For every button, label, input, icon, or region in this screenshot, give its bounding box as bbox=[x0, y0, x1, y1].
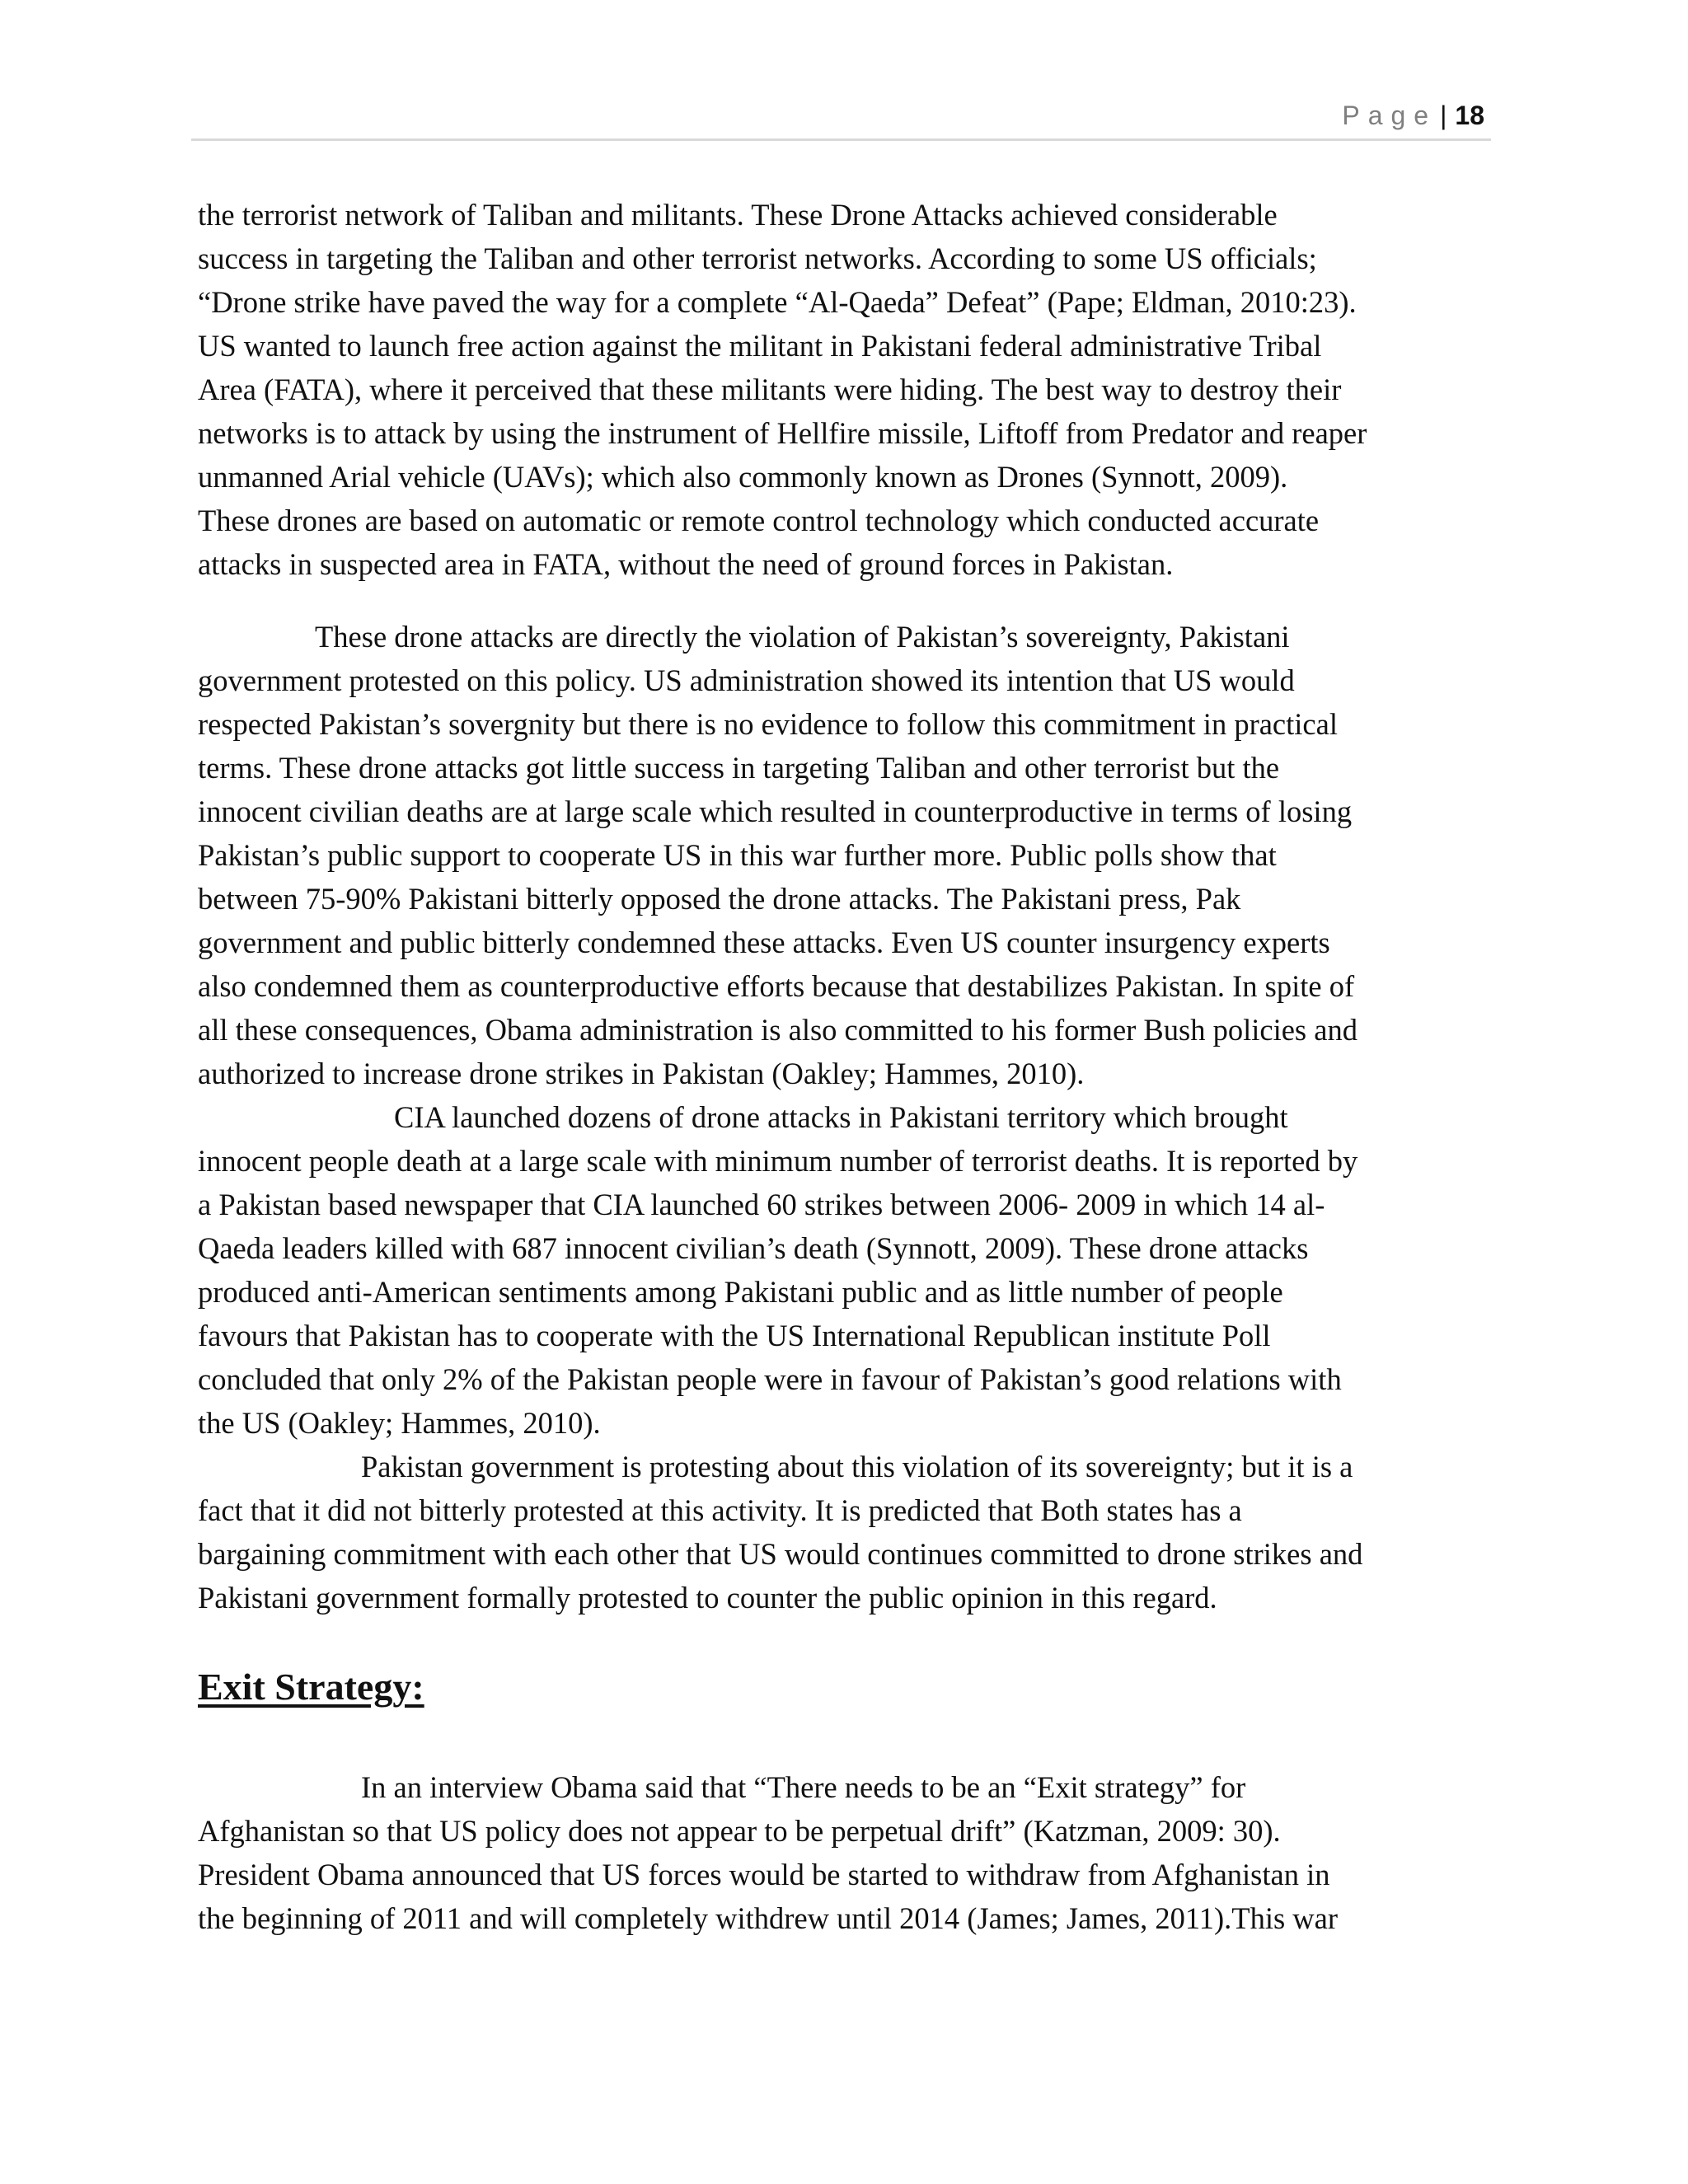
text-line: bargaining commitment with each other that US would continues committed to drone strikes and bbox=[198, 1537, 1363, 1571]
text-line: innocent people death at a large scale with minimum number of terrorist deaths. It is reported by bbox=[198, 1144, 1358, 1178]
text-line: a Pakistan based newspaper that CIA launched 60 strikes between 2006- 2009 in which 14 al- bbox=[198, 1188, 1325, 1221]
text-line: the beginning of 2011 and will completely withdrew until 2014 (James; James, 2011).This war bbox=[198, 1901, 1339, 1935]
text-line: In an interview Obama said that “There needs to be an “Exit strategy” for bbox=[361, 1770, 1246, 1804]
text-line: terms. These drone attacks got little success in targeting Taliban and other terrorist but the bbox=[198, 751, 1280, 785]
text-line: Area (FATA), where it perceived that these militants were hiding. The best way to destroy their bbox=[198, 373, 1342, 406]
text-line: Afghanistan so that US policy does not appear to be perpetual drift” (Katzman, 2009: 30). bbox=[198, 1814, 1281, 1848]
text-line: These drone attacks are directly the violation of Pakistan’s sovereignty, Pakistani bbox=[315, 620, 1290, 654]
page-label: Page bbox=[1342, 101, 1437, 130]
page-header bbox=[191, 97, 1491, 141]
text-line: These drones are based on automatic or remote control technology which conducted accurate bbox=[198, 504, 1320, 537]
page-separator: | bbox=[1440, 101, 1447, 130]
text-line: between 75-90% Pakistani bitterly opposed the drone attacks. The Pakistani press, Pak bbox=[198, 882, 1241, 916]
section-heading: Exit Strategy: bbox=[198, 1666, 424, 1708]
text-line: US wanted to launch free action against the militant in Pakistani federal administrative Tribal bbox=[198, 329, 1322, 363]
text-line: all these consequences, Obama administration is also committed to his former Bush policies and bbox=[198, 1013, 1357, 1047]
text-line: Pakistani government formally protested to counter the public opinion in this regard. bbox=[198, 1581, 1217, 1615]
text-line: produced anti-American sentiments among Pakistani public and as little number of people bbox=[198, 1275, 1283, 1309]
text-line: fact that it did not bitterly protested at this activity. It is predicted that Both states has a bbox=[198, 1493, 1242, 1527]
text-line: Pakistan government is protesting about this violation of its sovereignty; but it is a bbox=[361, 1450, 1353, 1483]
text-line: government protested on this policy. US administration showed its intention that US would bbox=[198, 663, 1295, 697]
text-line: “Drone strike have paved the way for a complete “Al-Qaeda” Defeat” (Pape; Eldman, 2010:23). bbox=[198, 285, 1357, 319]
text-line: concluded that only 2% of the Pakistan people were in favour of Pakistan’s good relations with bbox=[198, 1362, 1342, 1396]
text-line: the terrorist network of Taliban and militants. These Drone Attacks achieved considerable bbox=[198, 198, 1278, 232]
text-line: success in targeting the Taliban and other terrorist networks. According to some US officials; bbox=[198, 241, 1317, 275]
text-line: President Obama announced that US forces would be started to withdraw from Afghanistan in bbox=[198, 1858, 1330, 1891]
text-line: networks is to attack by using the instrument of Hellfire missile, Liftoff from Predator and reaper bbox=[198, 416, 1367, 450]
text-line: attacks in suspected area in FATA, without the need of ground forces in Pakistan. bbox=[198, 547, 1174, 581]
text-line: innocent civilian deaths are at large scale which resulted in counterproductive in terms of losing bbox=[198, 794, 1353, 828]
text-line: favours that Pakistan has to cooperate with the US International Republican institute Poll bbox=[198, 1319, 1271, 1352]
text-line: authorized to increase drone strikes in Pakistan (Oakley; Hammes, 2010). bbox=[198, 1057, 1085, 1090]
page-number-block bbox=[1342, 101, 1484, 130]
page-number: 18 bbox=[1455, 101, 1484, 130]
text-line: Pakistan’s public support to cooperate US in this war further more. Public polls show that bbox=[198, 838, 1277, 872]
text-line: respected Pakistan’s sovergnity but there is no evidence to follow this commitment in practical bbox=[198, 707, 1338, 741]
text-line: unmanned Arial vehicle (UAVs); which also commonly known as Drones (Synnott, 2009). bbox=[198, 460, 1288, 494]
text-line: government and public bitterly condemned these attacks. Even US counter insurgency experts bbox=[198, 926, 1330, 959]
text-line: also condemned them as counterproductive efforts because that destabilizes Pakistan. In spite of bbox=[198, 969, 1355, 1003]
text-line: Qaeda leaders killed with 687 innocent civilian’s death (Synnott, 2009). These drone attacks bbox=[198, 1231, 1309, 1265]
text-line: CIA launched dozens of drone attacks in Pakistani territory which brought bbox=[394, 1100, 1288, 1134]
text-line: the US (Oakley; Hammes, 2010). bbox=[198, 1406, 601, 1440]
